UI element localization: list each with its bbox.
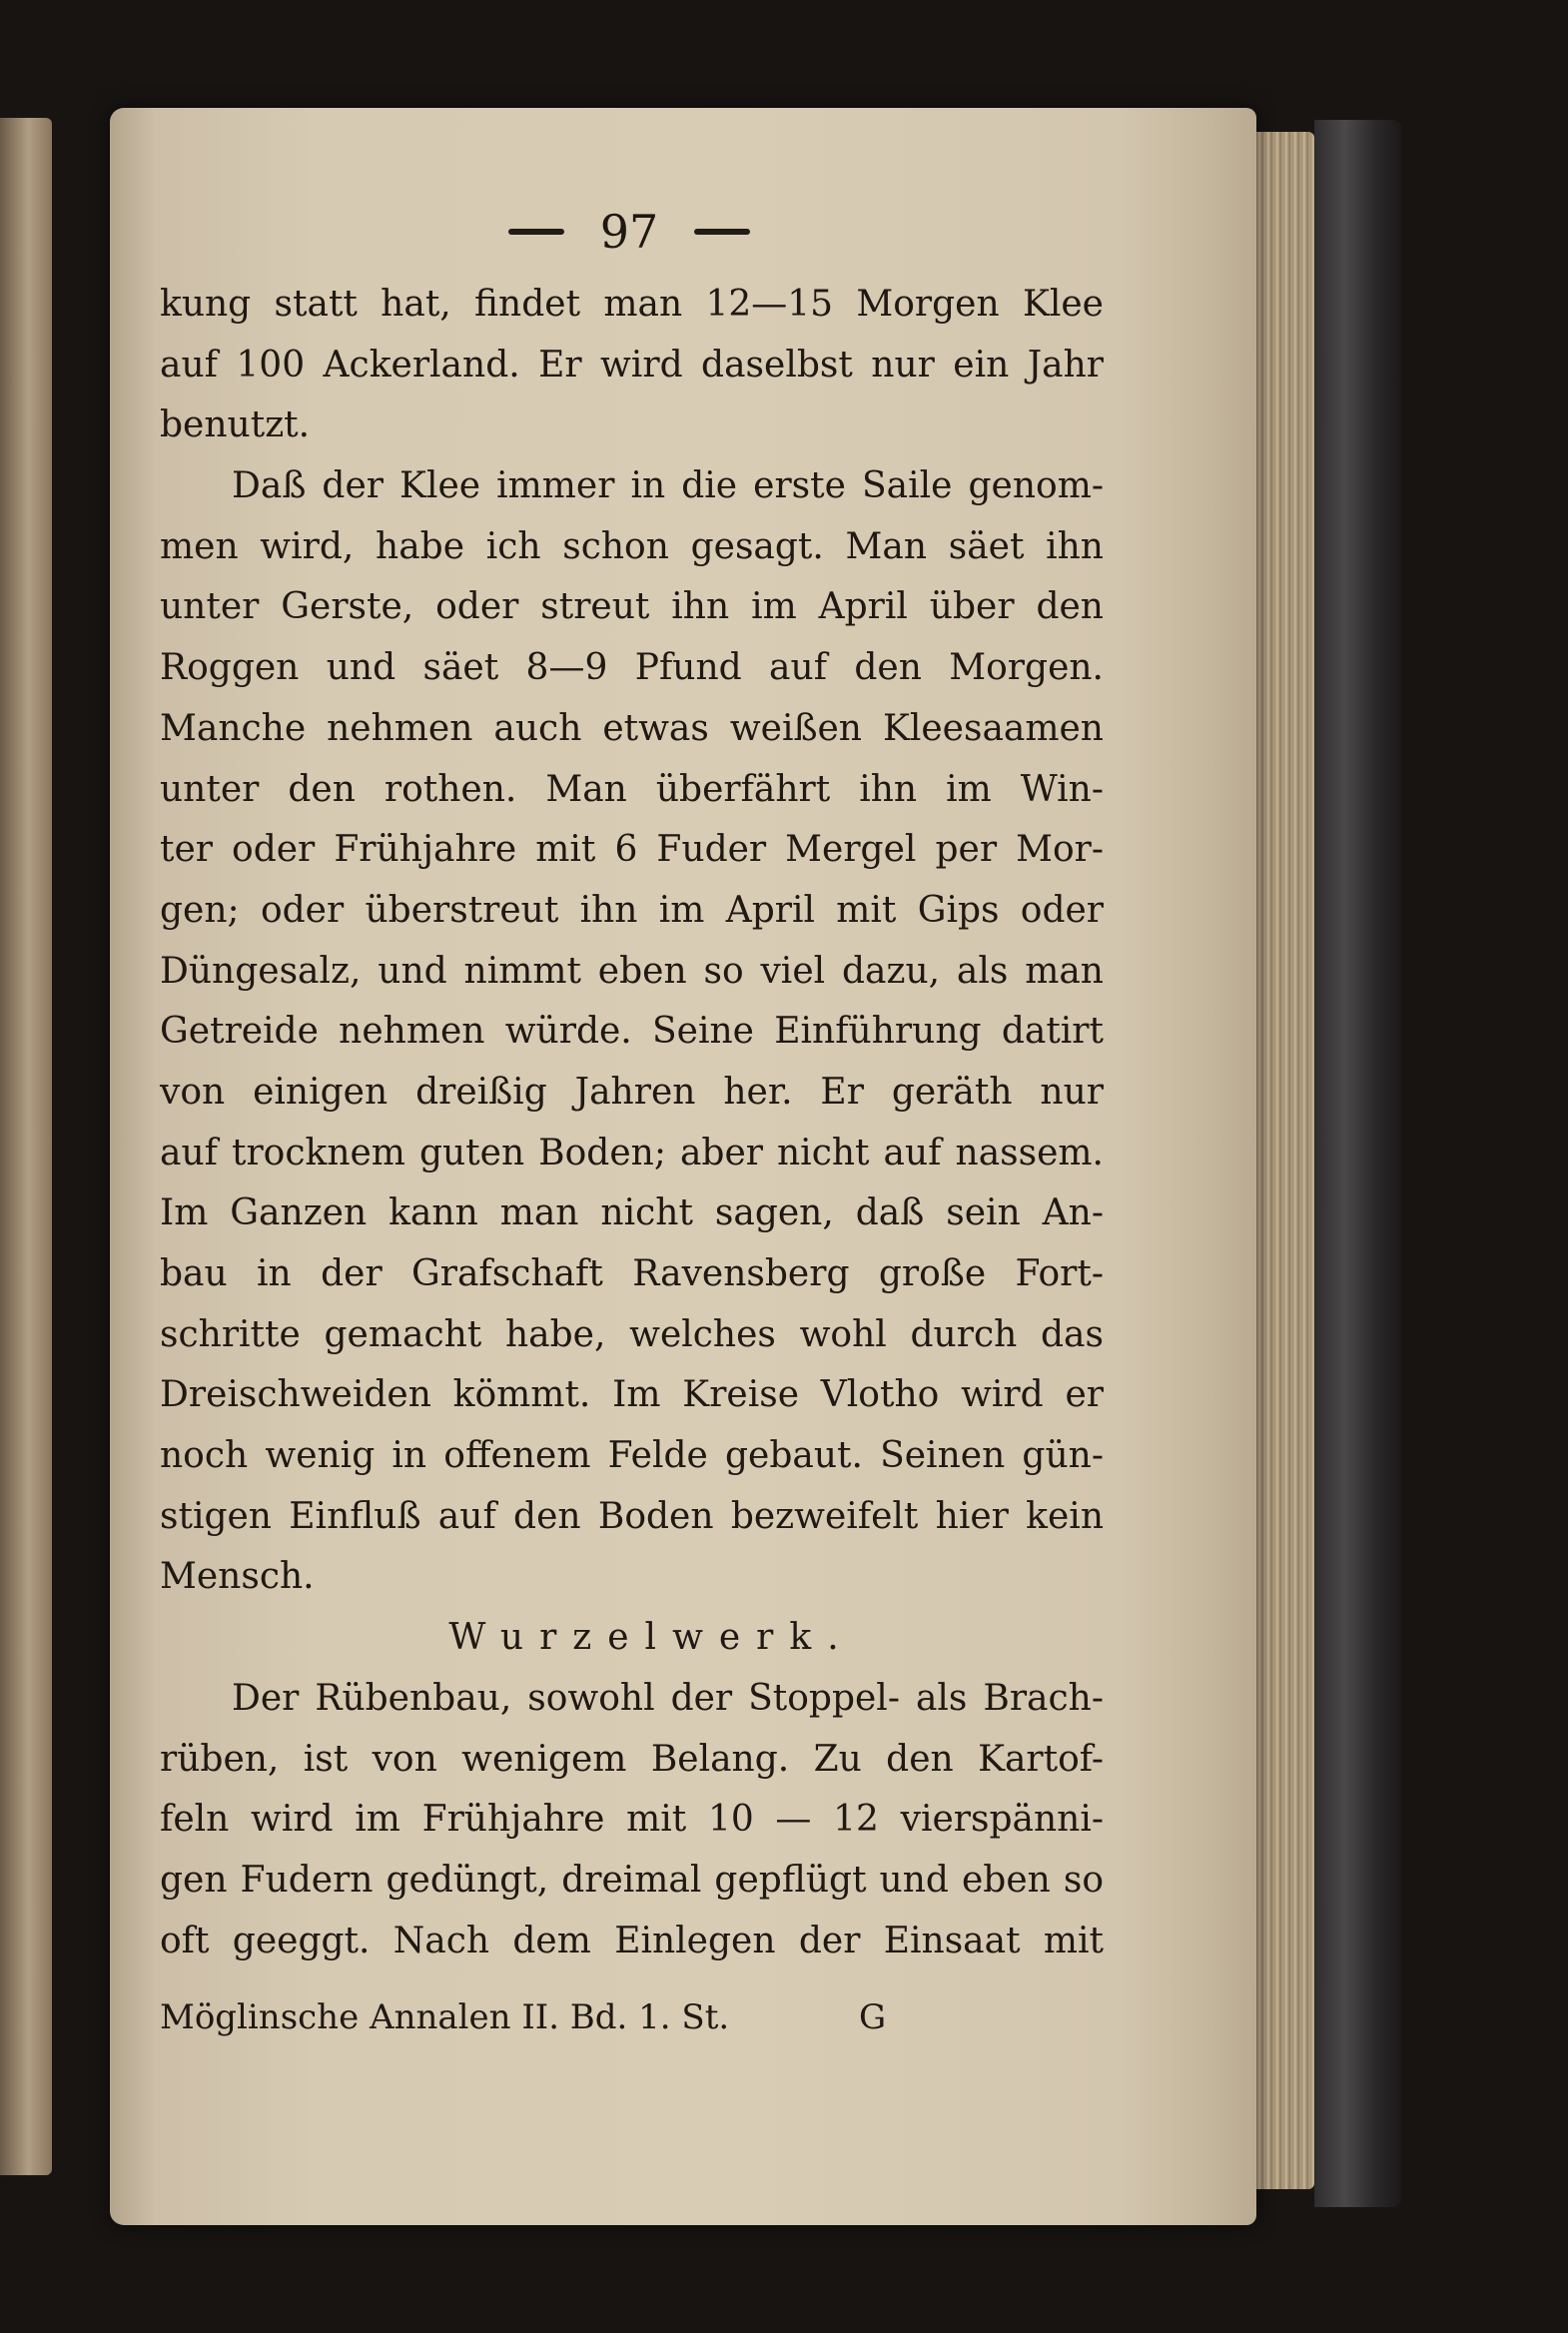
text-line: stigen Einfluß auf den Boden bezweifelt hier kein bbox=[160, 1495, 1104, 1537]
footer-title: Möglinsche Annalen II. Bd. 1. St. bbox=[160, 1997, 730, 2037]
body-text bbox=[160, 275, 1104, 1971]
text-line: auf 100 Ackerland. Er wird daselbst nur ein Jahr bbox=[160, 344, 1104, 386]
header-dash-right bbox=[694, 229, 750, 235]
text-line: men wird, habe ich schon gesagt. Man säet ihn bbox=[160, 525, 1104, 567]
text-line: Manche nehmen auch etwas weißen Kleesaamen bbox=[160, 707, 1104, 749]
text-line: ter oder Frühjahre mit 6 Fuder Mergel per Mor- bbox=[160, 829, 1104, 871]
text-line: benutzt. bbox=[160, 404, 311, 446]
text-line: rüben, ist von wenigem Belang. Zu den Kartof- bbox=[160, 1738, 1104, 1780]
book-cover-edge bbox=[1314, 120, 1402, 2207]
text-line: Daß der Klee immer in die erste Saile genom- bbox=[232, 465, 1104, 507]
text-line: feln wird im Frühjahre mit 10 — 12 vierspänni- bbox=[160, 1799, 1104, 1841]
text-line: von einigen dreißig Jahren her. Er geräth nur bbox=[160, 1071, 1104, 1113]
text-line: Roggen und säet 8—9 Pfund auf den Morgen. bbox=[160, 647, 1104, 689]
text-line: Im Ganzen kann man nicht sagen, daß sein An- bbox=[160, 1192, 1104, 1234]
text-line: Mensch. bbox=[160, 1556, 315, 1598]
text-line: gen; oder überstreut ihn im April mit Gips oder bbox=[160, 889, 1104, 931]
section-heading: Wurzelwerk. bbox=[448, 1617, 855, 1659]
page-footer bbox=[160, 1987, 1059, 2047]
text-line: auf trocknem guten Boden; aber nicht auf nassem. bbox=[160, 1132, 1104, 1173]
text-line: Dreischweiden kömmt. Im Kreise Vlotho wird er bbox=[160, 1374, 1104, 1416]
page-header bbox=[479, 202, 779, 262]
header-dash-left bbox=[508, 229, 564, 235]
text-line: unter Gerste, oder streut ihn im April über den bbox=[160, 586, 1104, 628]
text-line: noch wenig in offenem Felde gebaut. Seinen gün- bbox=[160, 1435, 1104, 1477]
page-number: 97 bbox=[599, 205, 659, 259]
text-line: schritte gemacht habe, welches wohl durch das bbox=[160, 1313, 1104, 1355]
text-line: unter den rothen. Man überfährt ihn im Win- bbox=[160, 768, 1104, 810]
text-line: Düngesalz, und nimmt eben so viel dazu, als man bbox=[160, 950, 1104, 992]
left-page-edge bbox=[0, 118, 52, 2175]
text-line: oft geeggt. Nach dem Einlegen der Einsaat mit bbox=[160, 1920, 1104, 1961]
text-line: bau in der Grafschaft Ravensberg große Fort- bbox=[160, 1253, 1104, 1294]
text-line: gen Fudern gedüngt, dreimal gepflügt und eben so bbox=[160, 1859, 1104, 1901]
text-line: Getreide nehmen würde. Seine Einführung datirt bbox=[160, 1011, 1104, 1053]
page-stack-edge bbox=[1256, 132, 1314, 2189]
text-line: kung statt hat, findet man 12—15 Morgen Klee bbox=[160, 284, 1104, 325]
text-line: Der Rübenbau, sowohl der Stoppel- als Brach- bbox=[232, 1677, 1104, 1719]
signature-mark: G bbox=[859, 1997, 887, 2037]
